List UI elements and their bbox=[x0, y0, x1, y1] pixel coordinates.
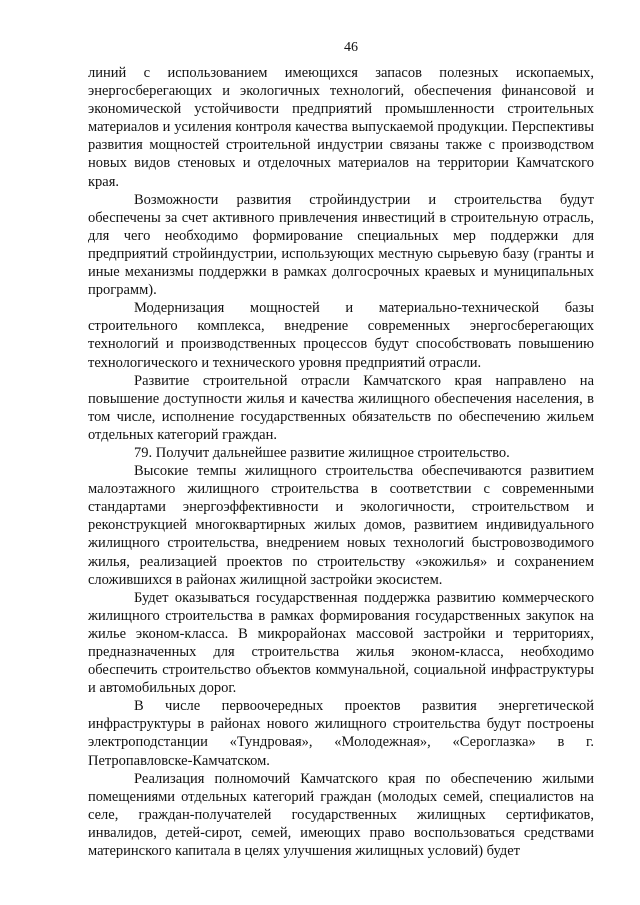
paragraph-housing-affordability: Развитие строительной отрасли Камчатского края направлено на повышение доступности жилья и качества жилищного обеспечения населения, в том числе, исполнение государственных обязательств по обеспечению жильем отдельных категорий граждан. bbox=[88, 372, 594, 443]
paragraph-state-support: Будет оказываться государственная поддержка развитию коммерческого жилищного строительства в рамках формирования государственных закупок на жилье эконом-класса. В микрорайонах массовой застройки и территориях, предназначенных для строительства жилья эконом-класса, необходимо обеспечить строительство объектов коммунальной, социальной инфраструктуры и автомобильных дорог. bbox=[88, 589, 594, 697]
paragraph-housing-rates: Высокие темпы жилищного строительства обеспечиваются развитием малоэтажного жилищного строительства в соответствии с современными стандартами энергоэффективности и экологичности, строительством и реконструкцией многоквартирных жилых домов, развитием индивидуального жилищного строительства, внедрением новых технологий быстровозводимого жилья, реализацией проектов по строительству «экожилья» и сохранением сложившихся в районах жилищной застройки экосистем. bbox=[88, 463, 594, 588]
paragraph-housing-powers: Реализация полномочий Камчатского края по обеспечению жилыми помещениями отдельных категорий граждан (молодых семей, специалистов на селе, граждан-получателей государственных жилищных сертификатов, инвалидов, детей-сирот, семей, имеющих право воспользоваться средствами материнского капитала в целях улучшения жилищных условий) будет bbox=[88, 770, 594, 860]
paragraph-item-79: 79. Получит дальнейшее развитие жилищное строительство. bbox=[134, 444, 510, 461]
page-number: 46 bbox=[344, 40, 358, 55]
paragraph-construction-investment: Возможности развития стройиндустрии и строительства будут обеспечены за счет активного привлечения инвестиций в строительную отрасль, для чего необходимо формирование специальных мер поддержки для предприятий стройиндустрии, использующих местную сырьевую базу (гранты и иные механизмы поддержки в рамках долгосрочных краевых и муниципальных программ). bbox=[88, 191, 594, 299]
paragraph-energy-infrastructure: В числе первоочередных проектов развития энергетической инфраструктуры в районах нового жилищного строительства будут построены электроподстанции «Тундровая», «Молодежная», «Сероглазка» в г. Петропавловске-Камчатском. bbox=[88, 698, 594, 769]
paragraph-modernization: Модернизация мощностей и материально-технической базы строительного комплекса, внедрение современных энергосберегающих технологий и производственных процессов будут способствовать повышению технологического и технического уровня предприятий отрасли. bbox=[88, 300, 594, 371]
paragraph-continuation: линий с использованием имеющихся запасов полезных ископаемых, энергосберегающих и экологичных технологий, обеспечения финансовой и экономической устойчивости предприятий промышленности строительных материалов и усиления контроля качества выпускаемой продукции. Перспективы развития мощностей строительной индустрии связаны также с производством новых видов стеновых и отделочных материалов на территории Камчатского края. bbox=[88, 65, 594, 190]
